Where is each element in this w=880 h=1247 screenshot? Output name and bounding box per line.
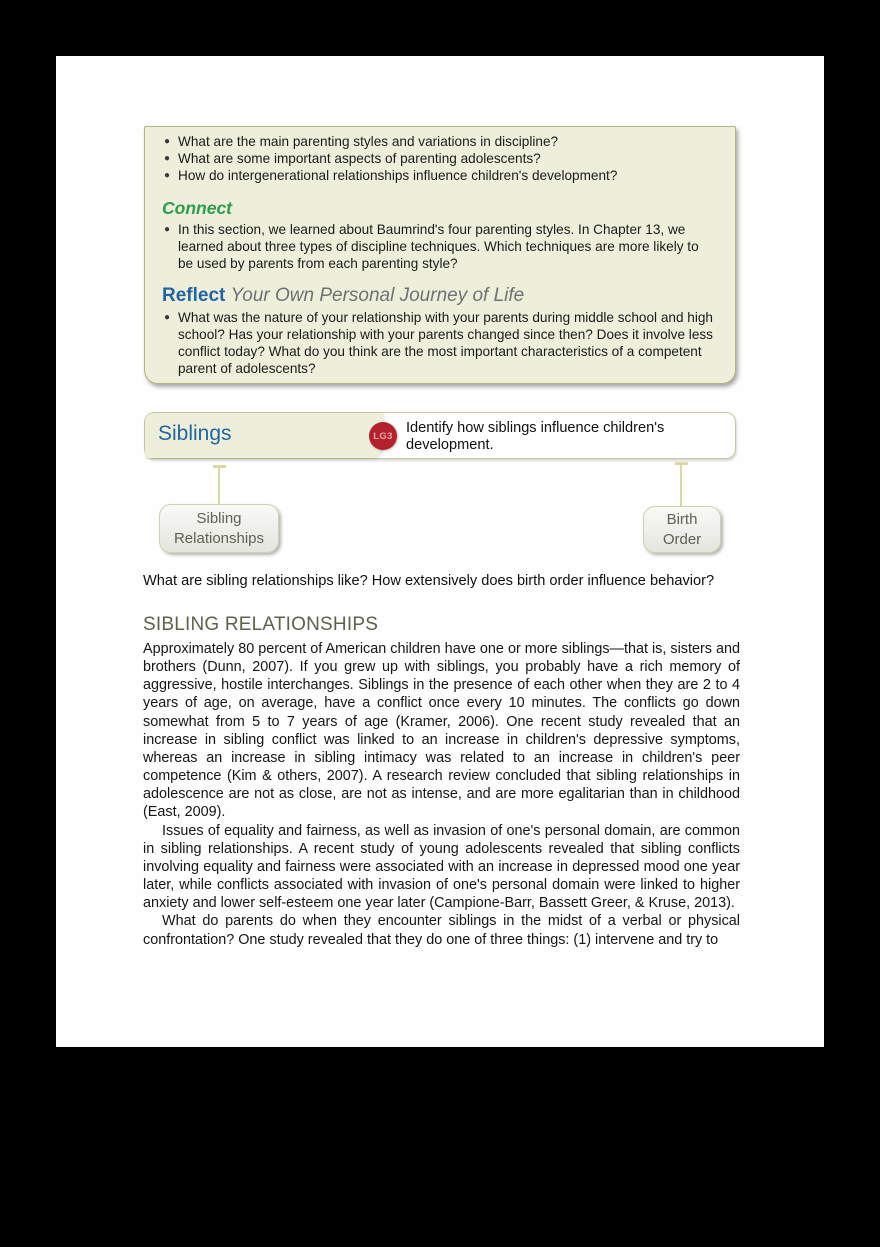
reflect-bullet xyxy=(162,310,713,378)
review-bullet xyxy=(162,134,713,151)
paragraph: What do parents do when they encounter siblings in the midst of a verbal or physical confrontation? One study revealed that they do one of three things: (1) intervene and try to xyxy=(143,913,740,948)
learning-goal-text: Identify how siblings influence children's development. xyxy=(406,420,665,453)
connect-heading: Connect xyxy=(162,197,232,218)
review-connect-reflect-box xyxy=(144,126,736,384)
connect-bullet xyxy=(162,222,713,273)
textbook-page xyxy=(56,56,824,1047)
intro-question: What are sibling relationships like? How extensively does birth order influence behavior? xyxy=(143,573,715,589)
connector-line-right xyxy=(680,462,682,507)
section-title: Siblings xyxy=(158,422,232,445)
review-bullet xyxy=(162,151,713,168)
review-bullet-text: How do intergenerational relationships influence children's development? xyxy=(178,167,618,183)
bullet-icon: ● xyxy=(164,136,171,147)
siblings-section-header xyxy=(144,412,736,459)
review-bullet-text: What are the main parenting styles and variations in discipline? xyxy=(178,134,559,149)
paragraph: Approximately 80 percent of American children have one or more siblings—that is, sisters and brothers (Dunn, 2007). If you grew up with siblings, you probably have a rich memory of aggressive, hostile interchanges. Siblings in the presence of each other when they are 2 to 4 years of age, on average, have a conflict once every 10 minutes. The conflicts go down somewhat from 5 to 7 years of age (Kramer, 2006). One recent study revealed that an increase in sibling conflict was linked to an increase in children's depressive symptoms, whereas an increase in sibling intimacy was related to an increase in children's peer competence (Kim & others, 2007). A research review concluded that sibling relationships in adolescence are not as close, are not as intense, and are more egalitarian than in childhood (East, 2009). xyxy=(143,641,740,821)
connect-bullet-text: In this section, we learned about Baumrind's four parenting styles. In Chapter 13, we learned about three types of discipline techniques. Which techniques are more likely to be used by parents from each parenting style? xyxy=(178,221,699,271)
learning-goal-badge: LG3 xyxy=(369,422,397,450)
bullet-icon: ● xyxy=(164,152,171,164)
reflect-heading xyxy=(162,285,713,307)
review-bullet xyxy=(162,168,713,185)
diagram-node-sibling-relationships: Sibling Relationships xyxy=(159,504,279,553)
bullet-icon: ● xyxy=(164,312,171,324)
body-text xyxy=(143,640,740,949)
bullet-icon: ● xyxy=(164,169,171,181)
subsection-heading: SIBLING RELATIONSHIPS xyxy=(143,614,379,635)
bullet-icon: ● xyxy=(164,223,171,235)
diagram-node-birth-order: Birth Order xyxy=(643,506,721,553)
connector-line-left xyxy=(218,465,220,505)
reflect-heading-word: Reflect xyxy=(162,285,226,307)
review-bullet-text: What are some important aspects of parenting adolescents? xyxy=(178,150,541,166)
reflect-bullet-text: What was the nature of your relationship with your parents during middle school and high school? Has your relationship with your parents changed since then? Does it involve less conflict today? What do you think are the most important characteristics of a competent parent of adolescents? xyxy=(178,310,713,377)
reflect-heading-subtitle: Your Own Personal Journey of Life xyxy=(230,285,525,307)
paragraph: Issues of equality and fairness, as well as invasion of one's personal domain, are common in sibling relationships. A recent study of young adolescents revealed that sibling conflicts involving equality and fairness were associated with an increase in depressed mood one year later, while conflicts associated with invasion of one's personal domain were linked to higher anxiety and lower self-esteem one year later (Campione-Barr, Bassett Greer, & Kruse, 2013). xyxy=(143,822,740,912)
